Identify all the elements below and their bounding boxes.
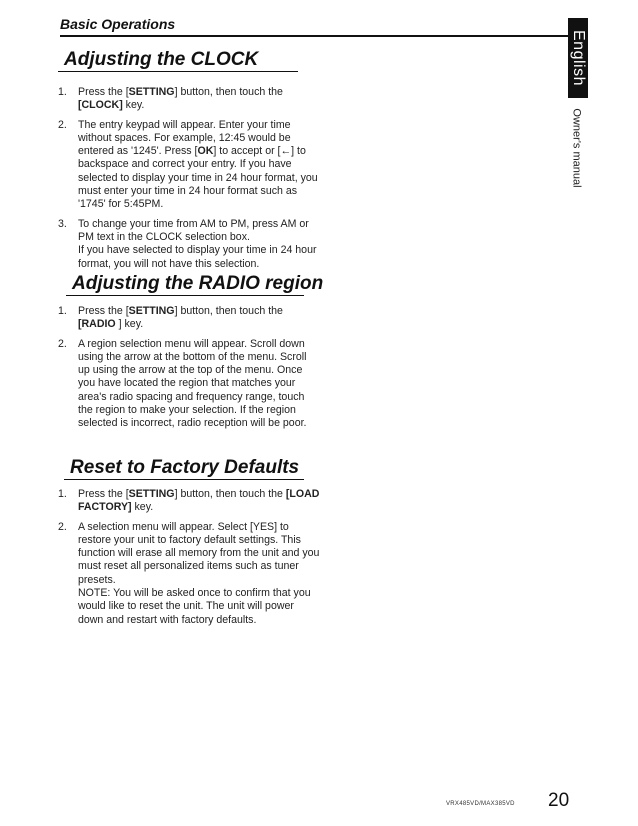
step-number: 3. <box>58 217 67 230</box>
step-number: 1. <box>58 305 67 317</box>
footer-model-number: VRX485VD/MAX385VD <box>446 801 515 807</box>
step-text: Press the [SETTING] button, then touch the [CLOCK] key. <box>78 86 283 112</box>
step-text: A region selection menu will appear. Scroll down using the arrow at the bottom of the menu. Scroll up using the arrow at the top of the menu. Once you have located the region that matches your area's radio spacing and frequency range, touch the region to make your selection. If the region selected is incorrect, radio reception will be poor. <box>78 337 307 430</box>
section-header: Basic Operations <box>60 16 176 32</box>
key-ok: OK <box>197 145 214 158</box>
radio-step-1 <box>58 305 320 332</box>
heading-adjusting-clock: Adjusting the CLOCK <box>64 49 259 70</box>
clock-steps <box>58 86 320 277</box>
header-rule <box>60 35 575 37</box>
key-radio: [RADIO <box>78 318 116 331</box>
heading-adjusting-radio: Adjusting the RADIO region <box>72 273 324 294</box>
heading-rule-clock <box>58 71 298 72</box>
step-text: Press the [SETTING] button, then touch the [RADIO ] key. <box>78 305 283 331</box>
reset-step-1 <box>58 488 320 515</box>
step-text: A selection menu will appear. Select [YES] to restore your unit to factory default settings. This function will erase all memory from the unit and you must reset all personalized items such as tuner presets. NOTE: You will be asked once to confirm that you would like to reset the unit. The unit will power down and restart with factory defaults. <box>78 520 320 626</box>
key-clock: [CLOCK] <box>78 99 123 112</box>
backspace-arrow-icon: ← <box>280 145 292 158</box>
heading-rule-reset <box>64 479 304 480</box>
reset-steps <box>58 488 320 633</box>
heading-rule-radio <box>66 295 304 296</box>
step-note: NOTE: You will be asked once to confirm that you would like to reset the unit. The unit will power down and restart with factory defaults. <box>78 587 311 626</box>
reset-step-2 <box>58 521 320 627</box>
language-tab <box>568 18 588 98</box>
step-text: Press the [SETTING] button, then touch the [LOAD FACTORY] key. <box>78 488 320 514</box>
step-number: 2. <box>58 118 67 131</box>
key-load-factory: [LOAD FACTORY] <box>78 488 320 514</box>
heading-reset-factory: Reset to Factory Defaults <box>70 457 300 478</box>
page-number: 20 <box>548 790 570 811</box>
step-number: 1. <box>58 86 67 98</box>
step-number: 2. <box>58 337 67 350</box>
clock-step-2 <box>58 119 320 212</box>
key-setting: SETTING <box>128 305 175 317</box>
manual-side-label <box>566 102 588 194</box>
clock-step-3 <box>58 218 320 271</box>
language-tab-label: English <box>570 30 588 86</box>
step-text: The entry keypad will appear. Enter your time without spaces. For example, 12:45 would be entered as '1245'. Press [OK] to accept or [←] to backspace and correct your entry. If you have selected to display your time in 24 hour format, you must enter your time in 24 hour format such as '1745' for 5:45PM. <box>78 118 318 211</box>
step-text: To change your time from AM to PM, press AM or PM text in the CLOCK selection box. If you have selected to display your time in 24 hour format, you will not have this selection. <box>78 218 320 271</box>
step-number: 1. <box>58 488 67 500</box>
step-number: 2. <box>58 520 67 533</box>
clock-step-1 <box>58 86 320 113</box>
manual-side-label-text: Owner's manual <box>571 108 584 188</box>
step-note: If you have selected to display your time in 24 hour format, you will not have this selection. <box>78 244 317 270</box>
key-setting: SETTING <box>128 488 175 500</box>
key-setting: SETTING <box>128 86 175 98</box>
radio-step-2 <box>58 338 320 431</box>
radio-steps <box>58 305 320 437</box>
